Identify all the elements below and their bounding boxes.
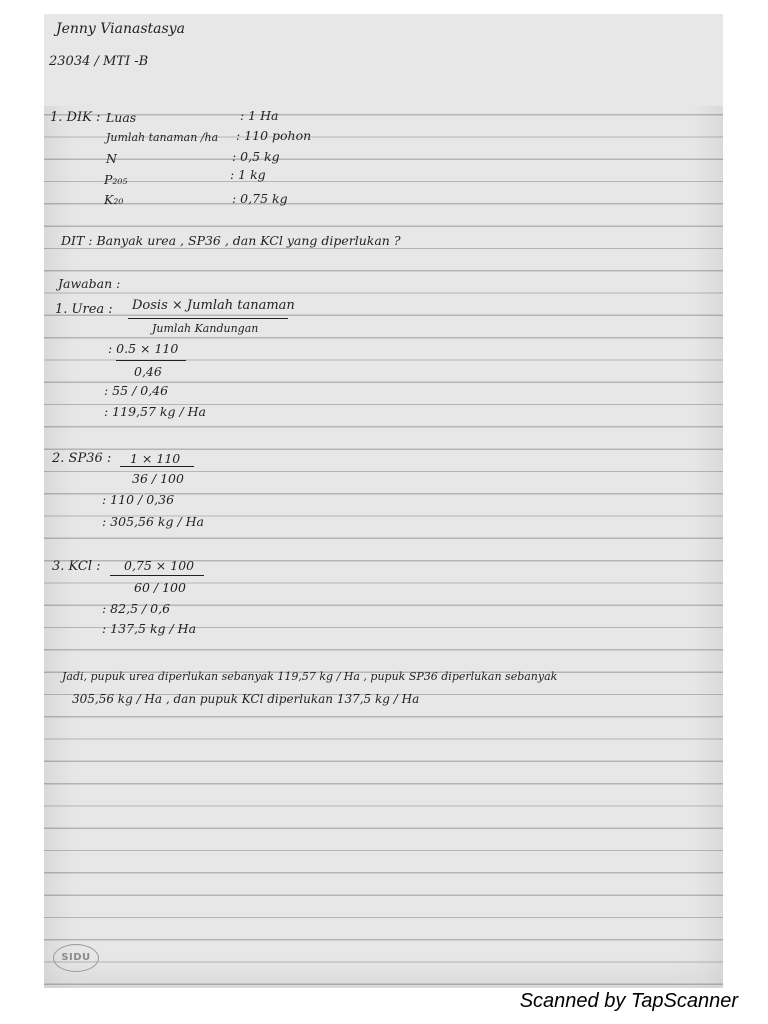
given-value-jumlah-tanaman: : 110 pohon <box>236 128 312 143</box>
question-text: DIT : Banyak urea , SP36 , dan KCl yang diperlukan ? <box>61 233 401 248</box>
given-label: 1. DIK : <box>50 110 101 125</box>
urea-step2: : 55 / 0,46 <box>104 383 169 398</box>
sidu-logo-stamp: SIDU <box>53 944 99 972</box>
kcl-label: 3. KCl : <box>52 559 101 574</box>
conclusion-line-2: 305,56 kg / Ha , dan pupuk KCl diperlukan 137,5 kg / Ha <box>72 692 420 706</box>
urea-result: : 119,57 kg / Ha <box>104 404 206 419</box>
answer-label: Jawaban : <box>58 276 121 291</box>
kcl-result: : 137,5 kg / Ha <box>102 621 197 636</box>
kcl-denominator: 60 / 100 <box>134 580 186 595</box>
student-id-class: 23034 / MTI -B <box>49 54 149 69</box>
given-value-k2o: : 0,75 kg <box>232 191 288 206</box>
sp36-label: 2. SP36 : <box>52 451 112 466</box>
urea-step1-denominator: 0,46 <box>134 364 162 379</box>
urea-step1-bar <box>116 360 186 361</box>
given-key-k2o: K₂₀ <box>104 192 124 207</box>
sp36-result: : 305,56 kg / Ha <box>102 514 204 529</box>
sp36-step2: : 110 / 0,36 <box>102 492 175 507</box>
urea-formula-denominator: Jumlah Kandungan <box>152 322 259 335</box>
given-key-n: N <box>106 151 117 166</box>
conclusion-line-1: Jadi, pupuk urea diperlukan sebanyak 119,57 kg / Ha , pupuk SP36 diperlukan sebanyak <box>62 670 558 683</box>
sp36-denominator: 36 / 100 <box>132 471 184 486</box>
sp36-fraction-bar <box>120 466 194 467</box>
student-name: Jenny Vianastasya <box>56 21 185 37</box>
urea-fraction-bar <box>128 318 288 319</box>
urea-label: 1. Urea : <box>55 302 113 317</box>
kcl-numerator: 0,75 × 100 <box>124 558 195 573</box>
scanner-watermark: Scanned by TapScanner <box>519 990 738 1012</box>
given-key-luas: Luas <box>106 110 137 125</box>
given-key-jumlah-tanaman: Jumlah tanaman /ha <box>106 131 219 144</box>
sp36-numerator: 1 × 110 <box>130 451 181 466</box>
kcl-fraction-bar <box>110 575 204 576</box>
urea-step1-numerator: : 0.5 × 110 <box>108 341 179 356</box>
urea-formula-numerator: Dosis × Jumlah tanaman <box>132 298 295 313</box>
kcl-step2: : 82,5 / 0,6 <box>102 601 171 616</box>
given-value-p2o5: : 1 kg <box>230 167 266 182</box>
given-value-luas: : 1 Ha <box>240 108 279 123</box>
given-value-n: : 0,5 kg <box>232 149 280 164</box>
given-key-p2o5: P₂₀₅ <box>104 172 128 187</box>
